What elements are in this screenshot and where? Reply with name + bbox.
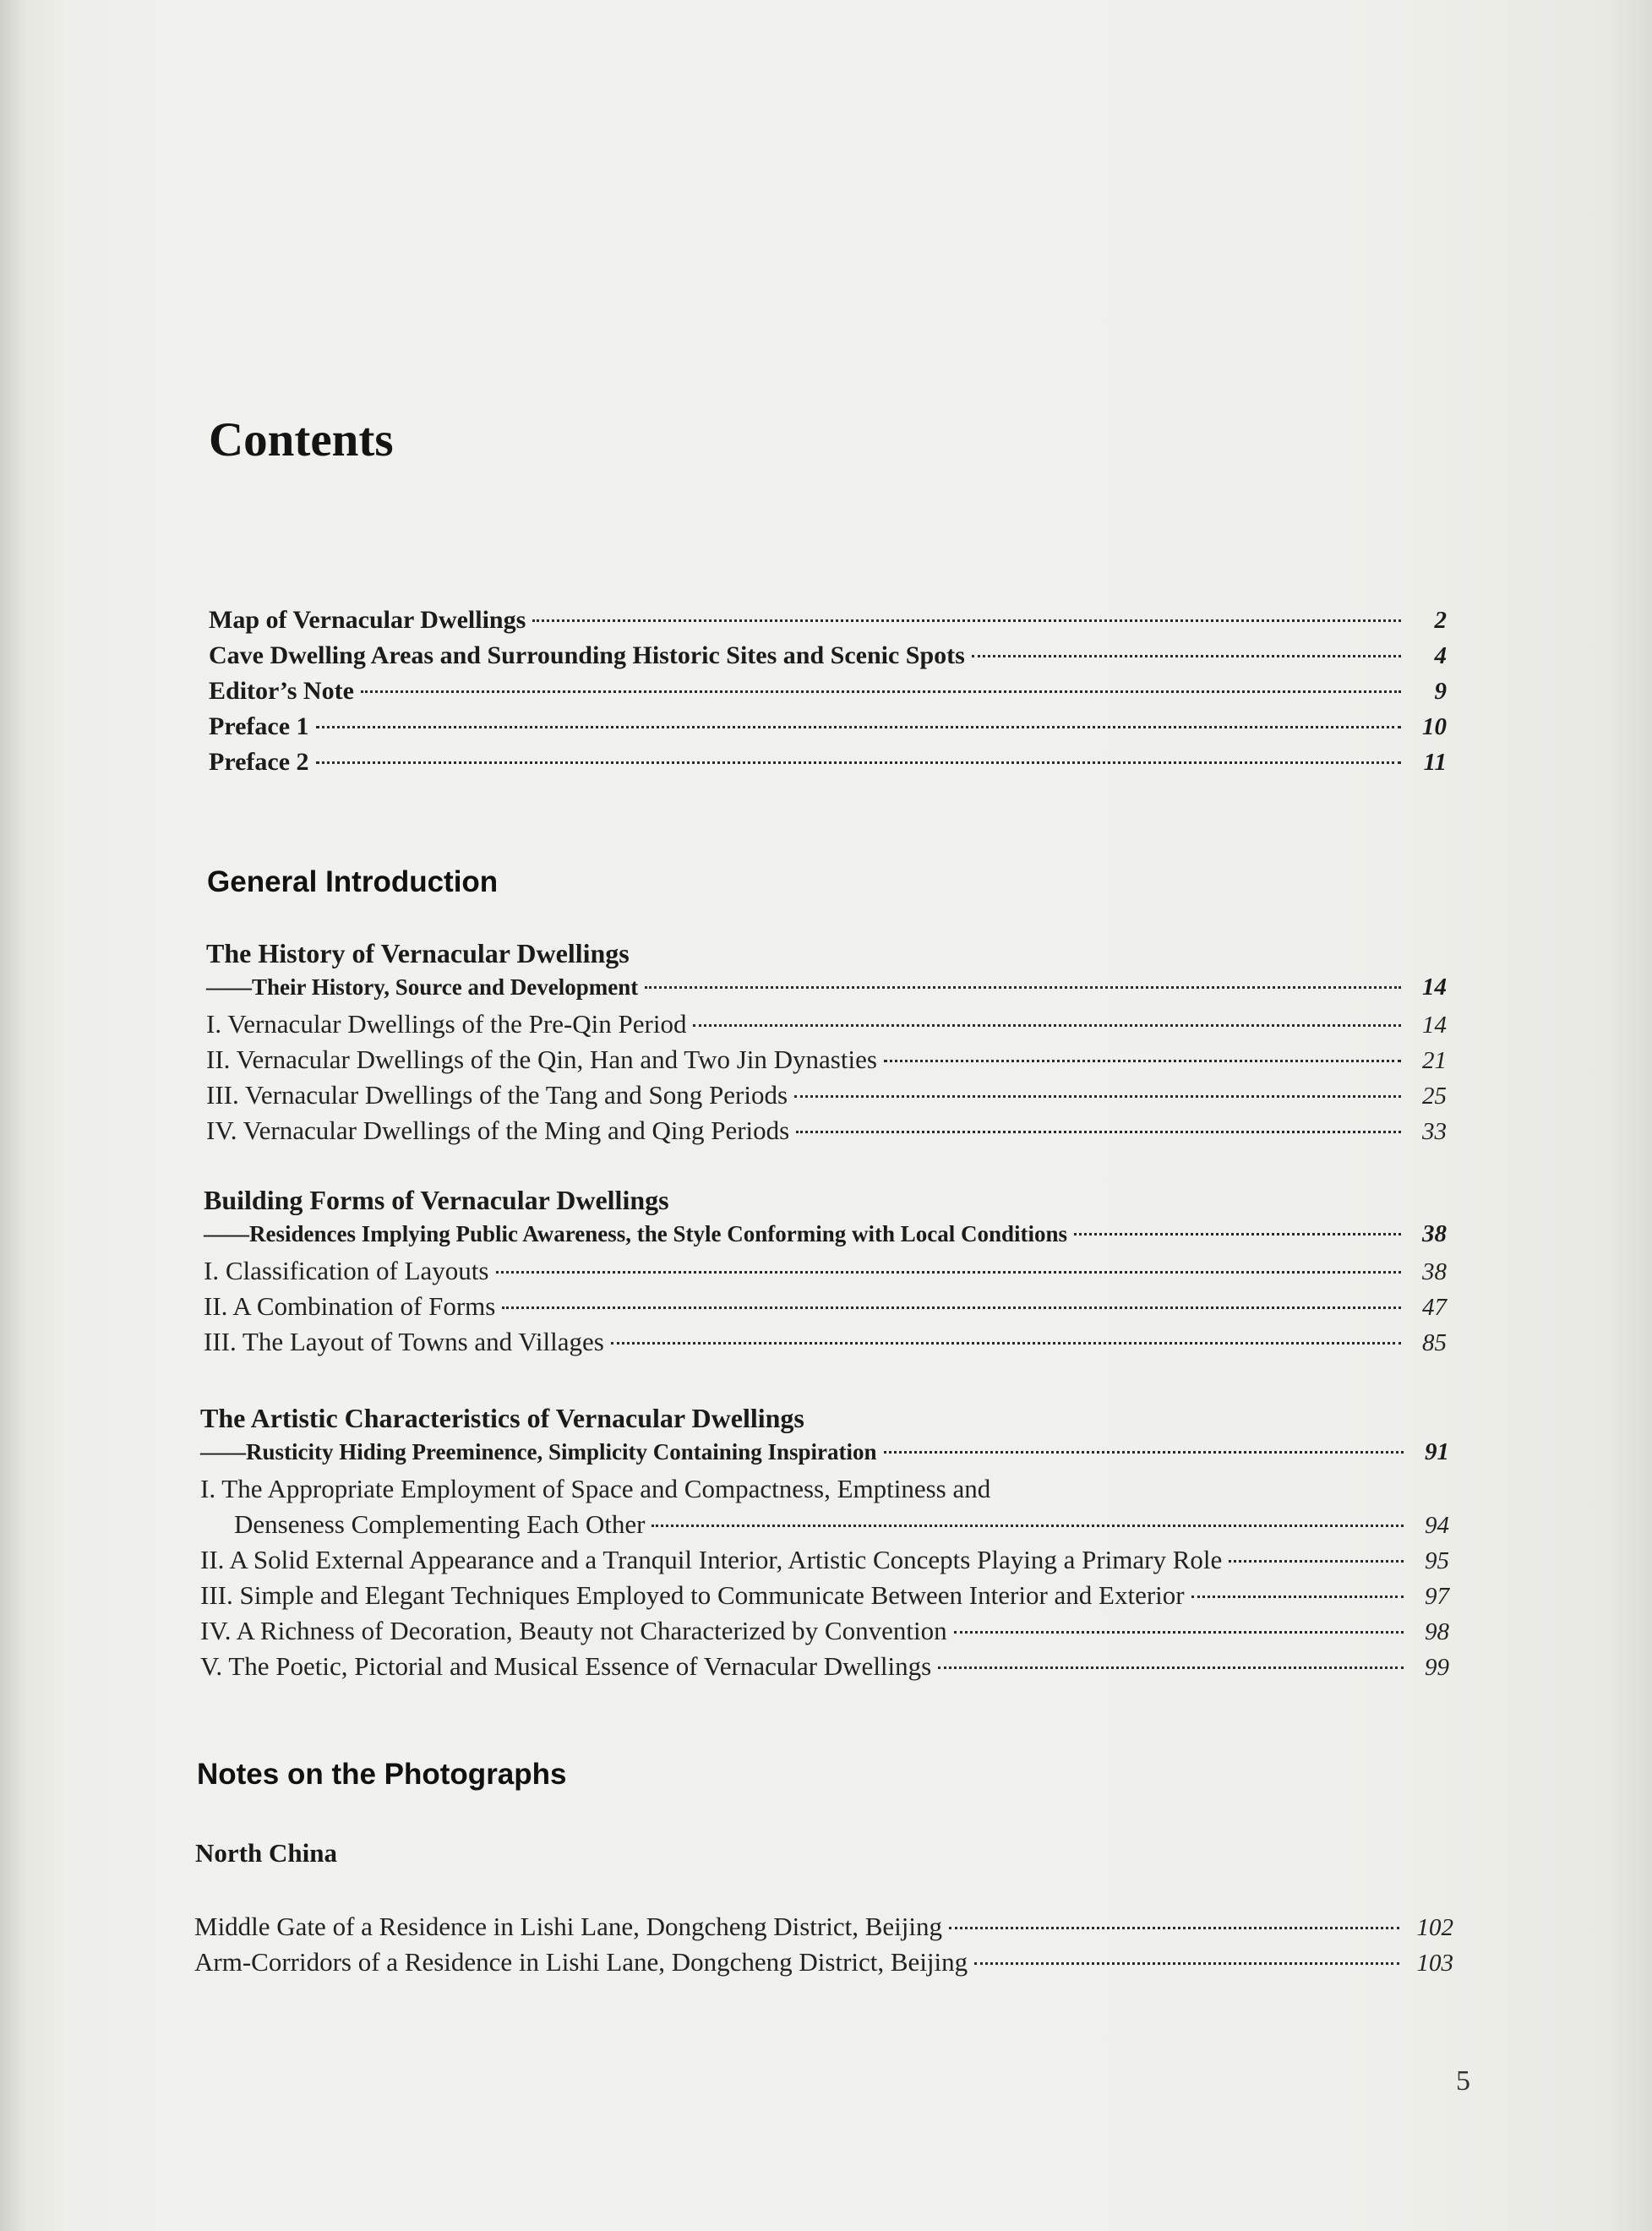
entry-title: Cave Dwelling Areas and Surrounding Historic Sites and Scenic Spots — [209, 641, 965, 669]
toc-entry[interactable] — [206, 1080, 1447, 1116]
dot-leader — [972, 655, 1401, 657]
entry-title: I. The Appropriate Employment of Space and Compactness, Emptiness and — [200, 1474, 991, 1503]
toc-entry[interactable] — [200, 1438, 1449, 1474]
chapter-artistic-characteristics — [200, 1403, 1449, 1687]
toc-entry[interactable] — [200, 1545, 1449, 1580]
entry-title: Preface 2 — [209, 748, 309, 776]
entry-page: 85 — [1422, 1329, 1447, 1356]
front-matter-list — [209, 606, 1447, 783]
dot-leader — [796, 1131, 1401, 1133]
entry-page: 2 — [1434, 607, 1447, 634]
page-number: 5 — [1456, 2065, 1470, 2097]
entry-page: 25 — [1422, 1083, 1447, 1110]
entry-title: Map of Vernacular Dwellings — [209, 606, 526, 634]
dot-leader — [949, 1927, 1399, 1929]
entry-title: Editor’s Note — [209, 677, 354, 705]
toc-entry[interactable] — [200, 1616, 1449, 1651]
entry-title: Denseness Complementing Each Other — [234, 1509, 646, 1539]
entry-title: Preface 1 — [209, 712, 309, 740]
dot-leader — [884, 1060, 1401, 1062]
toc-entry[interactable] — [209, 712, 1447, 748]
toc-entry[interactable] — [206, 1116, 1447, 1151]
dot-leader — [938, 1666, 1404, 1669]
toc-entry[interactable] — [209, 606, 1447, 641]
toc-entry[interactable] — [206, 974, 1447, 1009]
toc-entry[interactable] — [204, 1291, 1447, 1327]
entry-title: II. A Solid External Appearance and a Tranquil Interior, Artistic Concepts Playing a Primary Role — [200, 1545, 1223, 1574]
entry-page: 38 — [1422, 1220, 1447, 1247]
entry-title: Arm-Corridors of a Residence in Lishi Lane, Dongcheng District, Beijing — [194, 1947, 968, 1977]
dot-leader — [884, 1451, 1404, 1454]
entry-title: I. Classification of Layouts — [204, 1256, 489, 1285]
dot-leader — [954, 1631, 1404, 1634]
dot-leader — [794, 1095, 1401, 1098]
notes-list — [194, 1912, 1453, 1983]
entry-page: 10 — [1422, 713, 1447, 740]
entry-page: 97 — [1425, 1583, 1449, 1610]
section-heading-notes: Notes on the Photographs — [197, 1758, 567, 1791]
dot-leader — [1074, 1233, 1401, 1236]
entry-title: III. The Layout of Towns and Villages — [204, 1327, 604, 1356]
entry-page: 11 — [1423, 749, 1447, 776]
entry-page: 95 — [1425, 1547, 1449, 1574]
toc-entry[interactable] — [194, 1947, 1453, 1983]
entry-page: 99 — [1425, 1654, 1449, 1681]
entry-title: ——Residences Implying Public Awareness, the Style Conforming with Local Conditions — [204, 1221, 1068, 1246]
dot-leader — [652, 1525, 1404, 1527]
dot-leader — [1229, 1560, 1404, 1563]
entry-page: 47 — [1422, 1294, 1447, 1321]
toc-entry[interactable] — [204, 1256, 1447, 1291]
entry-title: IV. Vernacular Dwellings of the Ming and Qing Periods — [206, 1116, 790, 1145]
toc-entry[interactable] — [206, 1009, 1447, 1045]
dot-leader — [693, 1024, 1401, 1027]
entry-page: 38 — [1422, 1258, 1447, 1285]
dot-leader — [316, 726, 1401, 728]
entry-title: ——Their History, Source and Development — [206, 974, 639, 1000]
entry-page: 21 — [1422, 1047, 1447, 1074]
dot-leader — [1191, 1596, 1404, 1598]
chapter-building-forms — [204, 1185, 1447, 1362]
toc-entry[interactable] — [204, 1220, 1447, 1256]
page-title: Contents — [209, 413, 394, 466]
entry-page: 103 — [1416, 1950, 1453, 1977]
region-heading: North China — [195, 1838, 337, 1868]
entry-title: II. Vernacular Dwellings of the Qin, Han and Two Jin Dynasties — [206, 1045, 877, 1074]
toc-entry[interactable] — [200, 1651, 1449, 1687]
entry-title: Middle Gate of a Residence in Lishi Lane, Dongcheng District, Beijing — [194, 1912, 942, 1941]
toc-entry[interactable] — [206, 1045, 1447, 1080]
chapter-title[interactable]: The Artistic Characteristics of Vernacular Dwellings — [200, 1403, 804, 1433]
entry-page: 102 — [1416, 1914, 1453, 1941]
toc-entry[interactable] — [200, 1509, 1449, 1545]
toc-entry[interactable] — [194, 1912, 1453, 1947]
entry-title: ——Rusticity Hiding Preeminence, Simplicity Containing Inspiration — [200, 1439, 877, 1465]
entry-page: 14 — [1422, 974, 1447, 1001]
toc-entry[interactable] — [209, 677, 1447, 712]
chapter-title[interactable]: The History of Vernacular Dwellings — [206, 938, 630, 968]
entry-page: 91 — [1425, 1438, 1449, 1465]
entry-page: 4 — [1434, 642, 1447, 669]
toc-entry[interactable] — [200, 1580, 1449, 1616]
entry-title: V. The Poetic, Pictorial and Musical Essence of Vernacular Dwellings — [200, 1651, 932, 1681]
entry-page: 9 — [1434, 678, 1447, 705]
dot-leader — [974, 1962, 1399, 1965]
entry-page: 33 — [1422, 1118, 1447, 1145]
entry-page: 14 — [1422, 1012, 1447, 1039]
toc-entry[interactable] — [204, 1327, 1447, 1362]
toc-entry-line[interactable] — [200, 1474, 1449, 1509]
dot-leader — [316, 761, 1401, 764]
dot-leader — [496, 1271, 1402, 1274]
entry-page: 94 — [1425, 1512, 1449, 1539]
section-heading-general-introduction: General Introduction — [207, 865, 499, 898]
toc-entry[interactable] — [209, 641, 1447, 677]
toc-entry[interactable] — [209, 748, 1447, 783]
dot-leader — [502, 1306, 1401, 1309]
entry-title: III. Simple and Elegant Techniques Employed to Communicate Between Interior and Exterior — [200, 1580, 1185, 1610]
entry-title: II. A Combination of Forms — [204, 1291, 496, 1321]
entry-page: 98 — [1425, 1618, 1449, 1645]
entry-title: III. Vernacular Dwellings of the Tang and Song Periods — [206, 1080, 788, 1110]
entry-title: I. Vernacular Dwellings of the Pre-Qin Period — [206, 1009, 687, 1039]
dot-leader — [532, 619, 1401, 622]
chapter-history — [206, 938, 1447, 1151]
entry-title: IV. A Richness of Decoration, Beauty not Characterized by Convention — [200, 1616, 947, 1645]
chapter-title[interactable]: Building Forms of Vernacular Dwellings — [204, 1185, 669, 1215]
dot-leader — [645, 986, 1401, 989]
dot-leader — [361, 690, 1401, 693]
dot-leader — [611, 1342, 1401, 1345]
